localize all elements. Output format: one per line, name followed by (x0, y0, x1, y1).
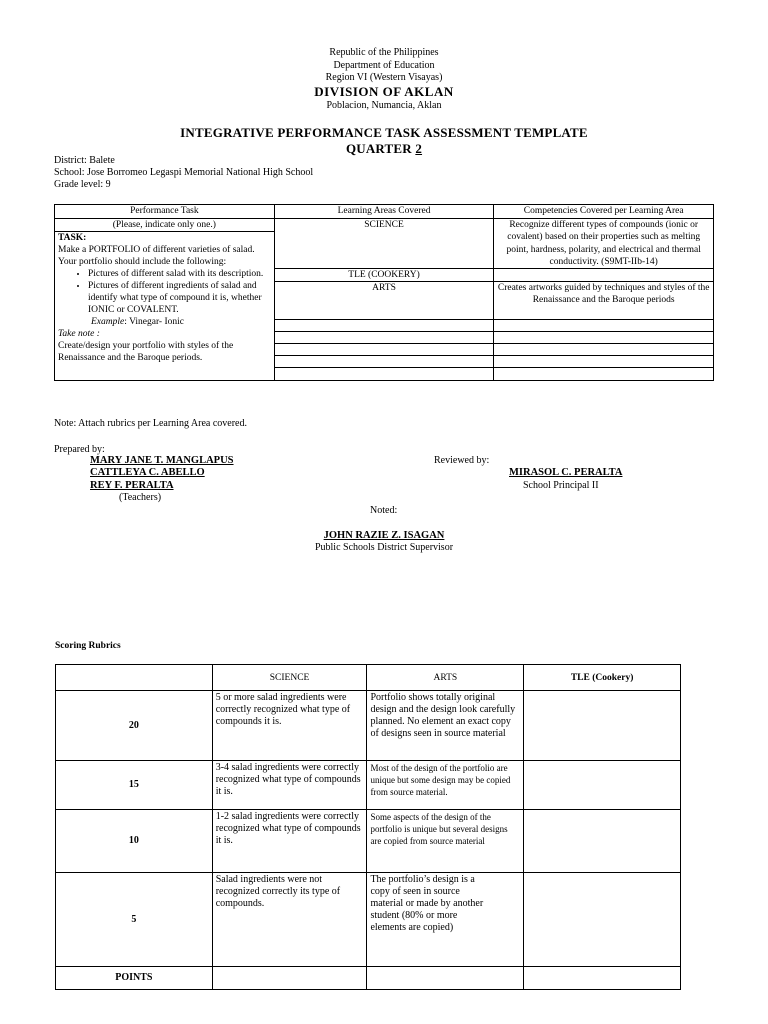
th-learning-areas: Learning Areas Covered (274, 205, 494, 219)
teachers-label: (Teachers) (119, 492, 162, 503)
quarter-label: QUARTER (345, 141, 412, 156)
header-republic: Republic of the Philippines (329, 47, 439, 58)
task-bullet-2: • Pictures of different ingredients of salad and identify what type of compound it is, whether IONIC or COVALENT. (88, 280, 271, 316)
th-performance-task (55, 205, 275, 219)
task-bullets (58, 268, 271, 316)
empty-cell (274, 344, 494, 356)
empty-cell (494, 344, 714, 356)
task-include: Your portfolio should include the following: (58, 257, 227, 267)
noted-label: Noted: (370, 505, 398, 516)
rubric-tle (524, 873, 681, 967)
school-line: School: Jose Borromeo Legaspi Memorial National High School (54, 167, 314, 178)
district-line: District: Balete (54, 155, 115, 166)
th-performance-task-label: Performance Task (130, 206, 199, 216)
empty-cell (494, 368, 714, 381)
supervisor-name: JOHN RAZIE Z. ISAGAN (323, 530, 445, 541)
rubric-row (56, 761, 681, 810)
rubric-score: 15 (56, 761, 213, 810)
header-division: DIVISION OF AKLAN (314, 84, 454, 99)
empty-cell (494, 332, 714, 344)
rubric-row (56, 873, 681, 967)
rubric-score: 20 (56, 691, 213, 761)
points-science (212, 967, 367, 990)
rubric-score: 5 (56, 873, 213, 967)
th-competencies: Competencies Covered per Learning Area (494, 205, 714, 219)
empty-cell (274, 368, 494, 381)
task-description-cell (55, 232, 275, 381)
points-arts (367, 967, 524, 990)
header-location: Poblacion, Numancia, Aklan (326, 100, 442, 111)
grade-line: Grade level: 9 (54, 179, 111, 190)
rubric-tle (524, 691, 681, 761)
competency-science: Recognize different types of compounds (ionic or covalent) based on their properties such as melting point, hardness, polarity, and electrical and thermal conductivity. (S9MT-IIb-14) (494, 219, 714, 269)
example-label: Example (91, 317, 125, 327)
rubrics-title: Scoring Rubrics (55, 641, 121, 651)
rubric-arts: Portfolio shows totally original design and the design look carefully planned. No element an exact copy of designs seen in source material (367, 691, 524, 761)
rubric-row (56, 691, 681, 761)
empty-cell (274, 332, 494, 344)
empty-cell (274, 356, 494, 368)
take-note-text: Create/design your portfolio with styles of the Renaissance and the Baroque periods. (58, 341, 234, 363)
rubric-science: Salad ingredients were not recognized correctly its type of compounds. (212, 873, 367, 967)
quarter-line (0, 141, 768, 157)
header-deped: Department of Education (333, 60, 435, 71)
area-science: SCIENCE (274, 219, 494, 269)
empty-cell (494, 356, 714, 368)
rubric-header-science: SCIENCE (212, 665, 367, 691)
area-tle: TLE (COOKERY) (274, 269, 494, 282)
points-label: POINTS (56, 967, 213, 990)
rubric-tle (524, 810, 681, 873)
rubrics-table (55, 664, 681, 990)
rubric-score: 10 (56, 810, 213, 873)
task-bullet-1: • Pictures of different salad with its description. (88, 268, 271, 280)
principal-title: School Principal II (523, 480, 599, 491)
teacher-3-name: REY F. PERALTA (90, 480, 174, 491)
competency-arts: Creates artworks guided by techniques and styles of the Renaissance and the Baroque periods (494, 282, 714, 320)
area-arts: ARTS (274, 282, 494, 320)
prepared-by-label: Prepared by: (54, 444, 105, 455)
task-label: TASK: (58, 233, 87, 243)
rubric-science: 1-2 salad ingredients were correctly recognized what type of compounds it is. (212, 810, 367, 873)
quarter-value: 2 (415, 141, 423, 156)
rubrics-note: Note: Attach rubrics per Learning Area covered. (54, 418, 247, 429)
rubric-row (56, 810, 681, 873)
task-intro: Make a PORTFOLIO of different varieties of salad. (58, 245, 255, 255)
teacher-2-name: CATTLEYA C. ABELLO (90, 467, 205, 478)
empty-cell (494, 320, 714, 332)
rubric-tle (524, 761, 681, 810)
reviewed-by-label: Reviewed by: (434, 455, 490, 466)
teacher-1-name: MARY JANE T. MANGLAPUS (90, 455, 234, 466)
rubric-header-tle: TLE (Cookery) (524, 665, 681, 691)
points-tle (524, 967, 681, 990)
header-region: Region VI (Western Visayas) (325, 72, 443, 83)
page-title: INTEGRATIVE PERFORMANCE TASK ASSESSMENT TEMPLATE (180, 125, 588, 140)
example-text: : Vinegar- Ionic (124, 317, 184, 327)
rubric-arts: Most of the design of the portfolio are unique but some design may be copied from source material. (367, 761, 524, 810)
competency-tle (494, 269, 714, 282)
supervisor-title: Public Schools District Supervisor (314, 542, 454, 553)
rubric-header-blank (56, 665, 213, 691)
rubric-arts: The portfolio’s design is a copy of seen in source material or made by another student (80% or more elements are copied) (367, 873, 524, 967)
th-indicate-one: (Please, indicate only one.) (55, 219, 275, 232)
rubric-header-arts: ARTS (367, 665, 524, 691)
principal-name: MIRASOL C. PERALTA (509, 467, 623, 478)
rubric-science: 5 or more salad ingredients were correctly recognized what type of compounds it is. (212, 691, 367, 761)
rubric-arts: Some aspects of the design of the portfolio is unique but several designs are copied from source material (367, 810, 524, 873)
task-example (58, 316, 271, 328)
take-note-label: Take note : (58, 329, 100, 339)
rubric-science: 3-4 salad ingredients were correctly recognized what type of compounds it is. (212, 761, 367, 810)
empty-cell (274, 320, 494, 332)
performance-task-table (54, 204, 714, 381)
